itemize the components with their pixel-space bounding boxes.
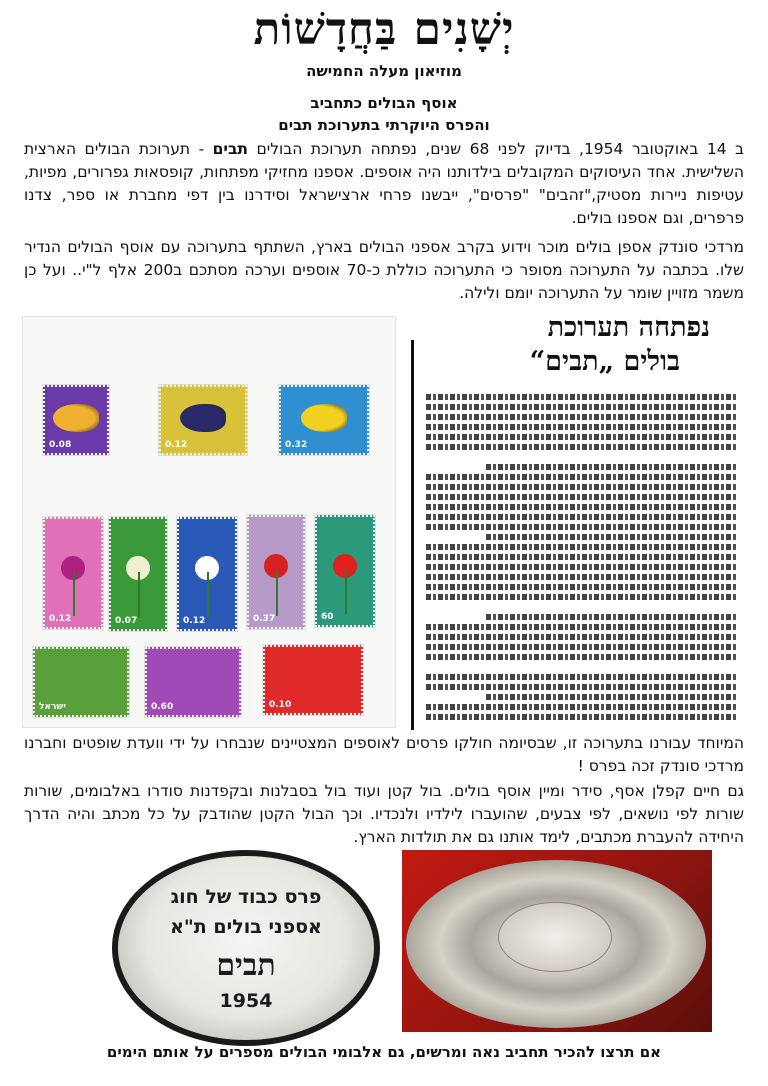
clipping-text-line <box>426 704 736 710</box>
museum-name: מוזיאון מעלה החמישה <box>306 62 462 80</box>
stamp-value: 0.37 <box>253 614 276 624</box>
stamp-value: 0.12 <box>49 614 72 624</box>
clipping-text-line <box>486 464 736 470</box>
clipping-text-line <box>426 474 736 480</box>
clipping-text-line <box>426 624 736 630</box>
stamp-flower-1 <box>43 517 103 629</box>
stamp-fish-3 <box>279 385 369 455</box>
stamp-flower-5 <box>315 515 375 627</box>
prize-plaque-photo <box>112 850 380 1046</box>
clipping-text-line <box>426 684 736 690</box>
clipping-text-line <box>426 424 736 430</box>
subtitle-collection: אוסף הבולים כתחביב <box>310 94 458 112</box>
intro-text-a: ב 14 באוקטובר 1954, בדיוק לפני 68 שנים, נפתחה תערוכת הבולים <box>248 140 744 158</box>
closing-caption: אם תרצו להכיר תחביב נאה ומרשים, גם אלבומי הבולים מספרים על אותם הימים <box>106 1043 662 1061</box>
newspaper-clipping <box>410 310 750 730</box>
stamp-value: 0.08 <box>49 440 72 450</box>
intro-text-b: - תערוכת הבולים הארצית השלישית. אחד העיסוקים המקובלים בילדותנו היה אוספים. אספנו מחזיקי מפתחות, קופסאות גפרורים, מפיות, עטיפות ניירות מסטיק,"זהבים" "פרסים", ייבשנו פרחי ארצישראל וסידרנו בין דפי מחברת או ספר, צדנו פרפרים, וגם אספנו בולים. <box>24 140 744 227</box>
stamp-flower-3 <box>177 517 237 631</box>
clipping-text-line <box>426 414 736 420</box>
clipping-text-line <box>426 494 736 500</box>
stamp-value: 60 <box>321 612 334 622</box>
stem-icon <box>345 569 347 614</box>
plaque-line-3: תבים <box>216 948 276 983</box>
clipping-text-line <box>426 634 736 640</box>
stamp-value: 0.32 <box>285 440 308 450</box>
clipping-text-line <box>426 654 736 660</box>
clipping-text-line <box>486 534 736 540</box>
stamp-bottom-2 <box>145 647 241 717</box>
stamp-value: 0.60 <box>151 702 174 712</box>
fish-icon <box>301 404 347 432</box>
clipping-text-line <box>426 564 736 570</box>
stamp-value: 0.10 <box>269 700 292 710</box>
stamp-fish-2 <box>159 385 247 455</box>
clipping-text-line <box>486 694 736 700</box>
stamp-value: 0.07 <box>115 616 138 626</box>
silver-plate-photo <box>402 850 712 1032</box>
plaque-year: 1954 <box>219 990 273 1012</box>
clipping-text-line <box>426 574 736 580</box>
clipping-text-line <box>426 644 736 650</box>
plate-center <box>498 902 612 972</box>
stamp-bottom-1 <box>33 647 129 717</box>
subtitle-prize: והפרס היוקרתי בתערוכת תבים <box>278 116 490 134</box>
stamp-value: 0.12 <box>165 440 188 450</box>
clipping-text-line <box>426 524 736 530</box>
clipping-text-line <box>426 554 736 560</box>
clipping-text-line <box>426 584 736 590</box>
clipping-column-rule <box>411 340 414 730</box>
clipping-text-line <box>426 674 736 680</box>
clipping-text-line <box>426 444 736 450</box>
kaplan-paragraph: גם חיים קפלן אסף, סידר ומיין אוסף בולים. בול קטן ועוד בול בסבלנות ובקפדנות סודרו באלבומים, שורות שורות לפי נושאים, לפי צבעים, שהועברו לילדיו ולנכדיו. וכך הבול הקטן שהודבק על כל מכתב והיה הדרך היחידה להעברת מכתבים, לימד אותנו גם את תולדות הארץ. <box>24 782 744 846</box>
clipping-headline-1: נפתחה תערוכת <box>547 312 710 343</box>
clipping-text-line <box>426 434 736 440</box>
fish-icon <box>180 404 226 432</box>
stamp-flower-4 <box>247 515 305 629</box>
prize-paragraph: המיוחד עבורנו בתערוכה זו, שבסיומה חולקו פרסים לאוספים המצטיינים שנבחרו על ידי וועדת שופטים וחברנו מרדכי סונדק זכה בפרס ! <box>24 734 744 775</box>
stamp-fish-1 <box>43 385 109 455</box>
intro-paragraph <box>24 138 744 230</box>
clipping-text-line <box>426 484 736 490</box>
plaque-line-2: אספני בולים ת"א <box>170 916 322 938</box>
clipping-text-line <box>426 594 736 600</box>
stamp-flower-2 <box>109 517 167 631</box>
stem-icon <box>73 571 75 616</box>
stem-icon <box>138 572 140 618</box>
stem-icon <box>276 570 278 616</box>
clipping-text-line <box>426 394 736 400</box>
clipping-text-line <box>426 714 736 720</box>
clipping-text-line <box>486 614 736 620</box>
sondak-paragraph: מרדכי סונדק אספן בולים מוכר וידוע בקרב אספני הבולים בארץ, השתתף בתערוכה עם אוסף הבולים הנדיר שלו. בכתבה על התערוכה מסופר כי התערוכה כוללת כ-70 אוספים וערכה מסתכם ב200 אלף ל"י.. ועל כן משמר מזויין שומר על התערוכה יומם ולילה. <box>24 238 745 302</box>
stamp-bottom-3 <box>263 645 363 715</box>
tavim-bold: תבים <box>212 140 249 158</box>
clipping-headline-2: בולים „תבים“ <box>529 346 680 377</box>
stamp-country: ישראל <box>39 702 66 712</box>
clipping-text-line <box>426 404 736 410</box>
plaque-line-1: פרס כבוד של חוג <box>170 886 322 908</box>
stem-icon <box>207 572 209 618</box>
page-title: יְשָׁנִים בַּחֲדָשׁוֹת <box>253 4 515 55</box>
clipping-text-line <box>426 504 736 510</box>
clipping-text-line <box>426 514 736 520</box>
fish-icon <box>53 404 99 432</box>
stamp-value: 0.12 <box>183 616 206 626</box>
stamp-album-photo <box>22 316 396 728</box>
clipping-text-line <box>426 544 736 550</box>
